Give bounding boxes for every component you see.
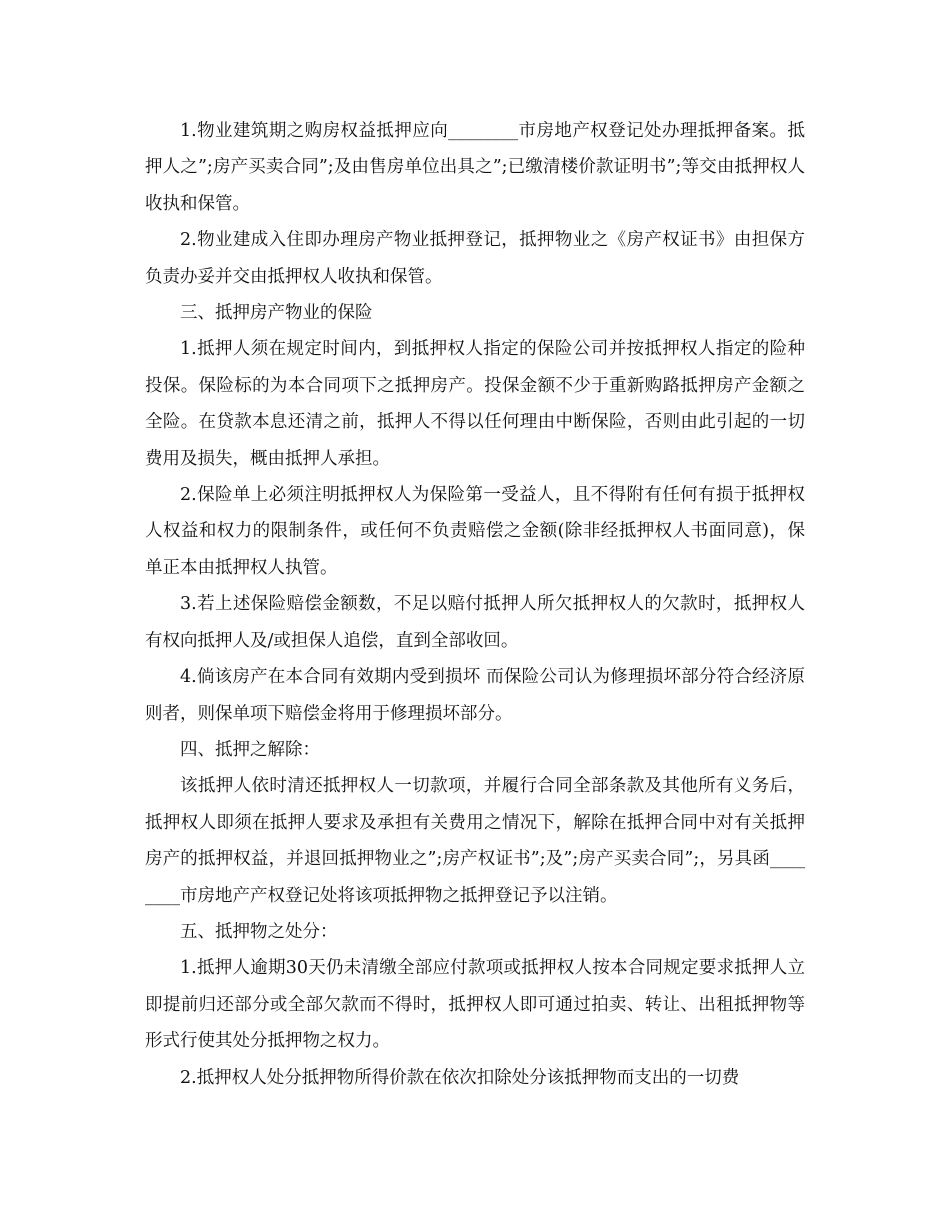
paragraph-insurance-3: 3.若上述保险赔偿金额数，不足以赔付抵押人所欠抵押权人的欠款时，抵押权人有权向抵押人及/或担保人追偿，直到全部收回。 — [145, 594, 805, 651]
paragraph-insurance-1: 1.抵押人须在规定时间内，到抵押权人指定的保险公司并按抵押权人指定的险种投保。保险标的为本合同项下之抵押房产。投保金额不少于重新购路抵押房产金额之全险。在贷款本息还清之前，抵押人不得以任何理由中断保险，否则由此引起的一切费用及损失，概由抵押人承担。 — [145, 339, 805, 469]
paragraph-disposal-2: 2.抵押权人处分抵押物所得价款在依次扣除处分该抵押物而支出的一切费 — [180, 1067, 740, 1088]
section-heading-insurance: 三、抵押房产物业的保险 — [180, 303, 373, 324]
paragraph-insurance-4: 4.倘该房产在本合同有效期内受到损坏 而保险公司认为修理损坏部分符合经济原则者，则保单项下赔偿金将用于修理损坏部分。 — [145, 667, 805, 724]
paragraph-registration: 2.物业建成入住即办理房产物业抵押登记，抵押物业之《房产权证书》由担保方负责办妥并交由抵押权人收执和保管。 — [145, 230, 805, 287]
paragraph-disposal-1: 1.抵押人逾期30天仍未清缴全部应付款项或抵押权人按本合同规定要求抵押人立即提前归还部分或全部欠款而不得时，抵押权人即可通过拍卖、转让、出租抵押物等形式行使其处分抵押物之权力。 — [145, 958, 805, 1052]
document-body — [145, 113, 805, 1096]
section-heading-release: 四、抵押之解除： — [180, 739, 320, 760]
paragraph-filing: 1.物业建筑期之购房权益抵押应向________市房地产权登记处办理抵押备案。抵押人之”;房产买卖合同”;及由售房单位出具之”;已缴清楼价款证明书”;等交由抵押权人收执和保管。 — [145, 121, 805, 214]
paragraph-insurance-2: 2.保险单上必须注明抵押权人为保险第一受益人，且不得附有任何有损于抵押权人权益和权力的限制条件，或任何不负责赔偿之金额(除非经抵押权人书面同意)，保单正本由抵押权人执管。 — [145, 485, 805, 578]
paragraph-release: 该抵押人依时清还抵押权人一切款项，并履行合同全部条款及其他所有义务后，抵押权人即须在抵押人要求及承担有关费用之情况下，解除在抵押合同中对有关抵押房产的抵押权益，并退回抵押物业之”;房产权证书”;及”;房产买卖合同”;，另具函________市房地产产权登记处将该项抵押物之抵押登记予以注销。 — [145, 776, 805, 906]
section-heading-disposal: 五、抵押物之处分： — [180, 921, 338, 942]
